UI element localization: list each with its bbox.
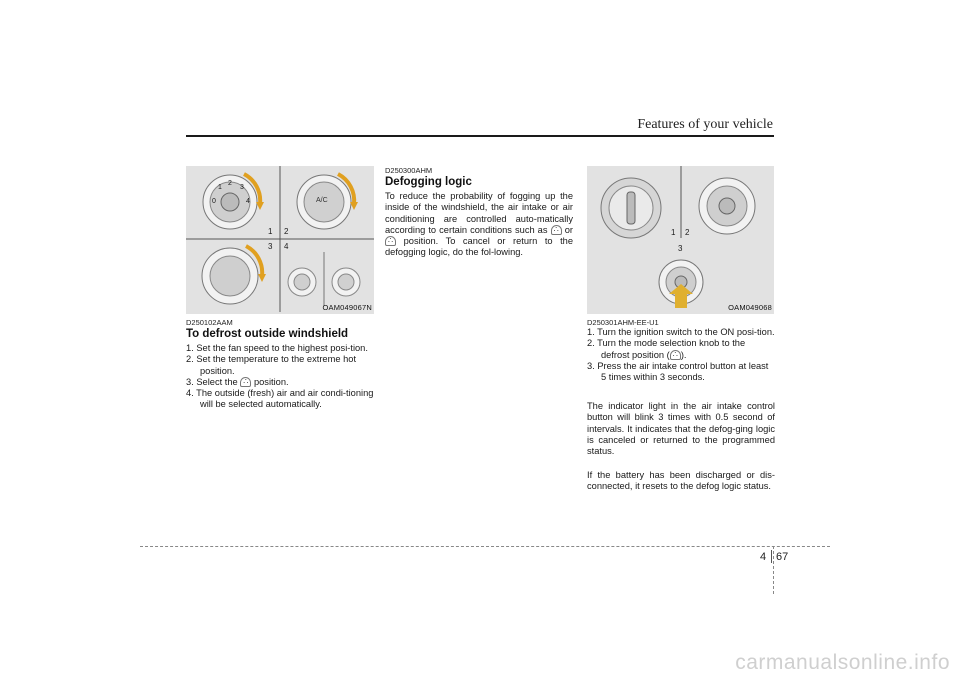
figure-code: OAM049067N — [322, 303, 372, 312]
step-3: 3. Press the air intake control button at least 5 times within 3 seconds. — [587, 360, 769, 383]
defrost-icon: ∴ — [240, 377, 251, 387]
page-header-title: Features of your vehicle — [637, 117, 773, 132]
floor-defrost-icon: ∴ — [551, 225, 562, 235]
figure-label-3: 3 — [268, 242, 273, 251]
right-figure-illustration — [587, 166, 774, 314]
footer-page-number: 67 — [776, 551, 789, 563]
section-heading: Defogging logic — [385, 176, 472, 188]
figure-label-2: 2 — [685, 228, 690, 237]
left-figure-illustration — [186, 166, 374, 314]
footer-vertical-rule — [773, 546, 774, 594]
defog-steps — [587, 327, 775, 383]
knob-number-4: 4 — [246, 198, 250, 205]
knob-number-0: 0 — [212, 198, 216, 205]
ac-label: A/C — [316, 197, 328, 204]
defrost-icon: ∴ — [670, 350, 681, 360]
knob-number-3: 3 — [240, 184, 244, 191]
defrost-icon: ∴ — [385, 236, 396, 246]
step-4: 4. The outside (fresh) air and air condi-tioning will be selected automatically. — [186, 388, 374, 410]
section-code: D250301AHM-EE-U1 — [587, 318, 659, 327]
footer-rule — [140, 546, 830, 547]
defogging-paragraph: To reduce the probability of fogging up the inside of the windshield, the air intake or air conditioning are controlled auto-matically according to certain conditions such as ∴ or ∴ position. To cancel or return to the defogging logic, do the fol-lowing. — [385, 191, 573, 258]
step-1: 1. Turn the ignition switch to the ON posi-tion. — [587, 327, 775, 337]
step-2: 2. Set the temperature to the extreme hot position. — [186, 354, 357, 376]
figure-label-4: 4 — [284, 242, 289, 251]
right-figure — [587, 166, 774, 314]
figure-label-3: 3 — [678, 244, 683, 253]
step-1: 1. Set the fan speed to the highest posi-tion. — [186, 343, 368, 353]
left-figure — [186, 166, 374, 314]
footer-section-number: 4 — [760, 551, 767, 563]
step-3: 3. Select the ∴ position. — [186, 376, 289, 387]
section-code: D250300AHM — [385, 166, 433, 175]
figure-label-1: 1 — [671, 228, 676, 237]
footer-divider — [771, 550, 772, 563]
section-code: D250102AAM — [186, 318, 233, 327]
figure-code: OAM049068 — [728, 303, 772, 312]
figure-label-2: 2 — [284, 227, 289, 236]
indicator-paragraph: The indicator light in the air intake control button will blink 3 times with 0.5 second of intervals. It indicates that the defog-ging logic is canceled or returned to the programmed status. — [587, 401, 775, 457]
figure-label-1: 1 — [268, 227, 273, 236]
knob-number-1: 1 — [218, 184, 222, 191]
section-heading: To defrost outside windshield — [186, 328, 349, 340]
battery-paragraph: If the battery has been discharged or dis-connected, it resets to the defog logic status. — [587, 470, 775, 492]
watermark: carmanualsonline.info — [735, 651, 950, 674]
defrost-steps — [186, 343, 374, 411]
knob-number-2: 2 — [228, 180, 232, 187]
header-rule — [186, 135, 774, 137]
step-2: 2. Turn the mode selection knob to the defrost position ( ∴ ). — [587, 338, 746, 360]
